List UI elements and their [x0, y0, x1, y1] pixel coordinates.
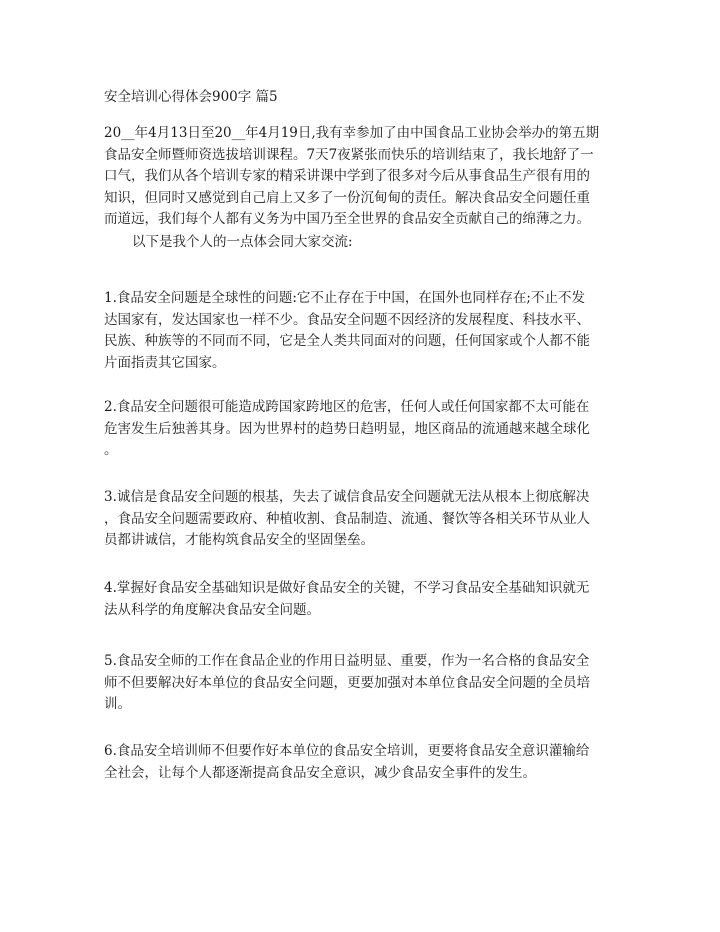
intro-paragraph — [104, 123, 624, 231]
point-paragraph-2 — [104, 397, 624, 462]
point-paragraph-4 — [104, 578, 624, 621]
point-paragraph-1 — [104, 288, 624, 374]
document-title: 安全培训心得体会900字 篇5 — [104, 89, 278, 105]
text-line: 法从科学的角度解决食品安全问题。 — [104, 601, 320, 618]
text-line: 而道远，我们每个人都有义务为中国乃至全世界的食品安全贡献自己的绵薄之力。 — [104, 211, 590, 227]
text-line: 食品安全师暨师资选拔培训课程。7天7夜紧张而快乐的培训结束了，我长地舒了一 — [104, 146, 594, 163]
point-paragraph-6 — [104, 741, 624, 784]
text-line: 民族、种族等的不同而不同，它是全人类共同面对的问题，任何国家或个人都不能 — [104, 333, 590, 349]
text-line: 5.食品安全师的工作在食品企业的作用日益明显、重要，作为一名合格的食品安全 — [104, 653, 590, 669]
text-line: 以下是我个人的一点体会同大家交流: — [132, 234, 353, 250]
text-line: 3.诚信是食品安全问题的根基，失去了诚信食品安全问题就无法从根本上彻底解决 — [104, 489, 590, 505]
text-line: 师不但要解决好本单位的食品安全问题，更要加强对本单位食品安全问题的全员培 — [104, 674, 590, 691]
lead-paragraph — [132, 232, 652, 254]
text-line: ，食品安全问题需要政府、种植收割、食品制造、流通、餐饮等各相关环节从业人 — [104, 510, 590, 527]
text-line: 全社会，让每个人都逐渐提高食品安全意识，减少食品安全事件的发生。 — [104, 764, 536, 781]
text-line: 1.食品安全问题是全球性的问题:它不止存在于中国，在国外也同样存在;不止不发 — [104, 290, 585, 306]
text-line: 20__年4月13日至20__年4月19日,我有幸参加了由中国食品工业协会举办的第五期 — [104, 125, 600, 141]
text-line: 训。 — [104, 696, 131, 712]
text-line: 员都讲诚信，才能构筑食品安全的坚固堡垒。 — [104, 532, 374, 548]
text-line: 知识，但同时又感觉到自己肩上又多了一份沉甸甸的责任。解决食品安全问题任重 — [104, 189, 590, 206]
point-paragraph-3 — [104, 487, 624, 552]
text-line: 6.食品安全培训师不但要作好本单位的食品安全培训，更要将食品安全意识灌输给 — [104, 743, 590, 759]
text-line: 口气，我们从各个培训专家的精采讲课中学到了很多对今后从事食品生产很有用的 — [104, 168, 590, 184]
text-line: 2.食品安全问题很可能造成跨国家跨地区的危害，任何人或任何国家都不太可能在 — [104, 399, 590, 415]
text-line: 达国家有，发达国家也一样不少。食品安全问题不因经济的发展程度、科技水平、 — [104, 311, 590, 328]
text-line: 。 — [104, 442, 118, 458]
text-line: 危害发生后独善其身。因为世界村的趋势日趋明显，地区商品的流通越来越全球化 — [104, 420, 590, 437]
text-line: 片面指责其它国家。 — [104, 354, 226, 371]
text-line: 4.掌握好食品安全基础知识是做好食品安全的关键，不学习食品安全基础知识就无 — [104, 580, 590, 596]
point-paragraph-5 — [104, 651, 624, 716]
